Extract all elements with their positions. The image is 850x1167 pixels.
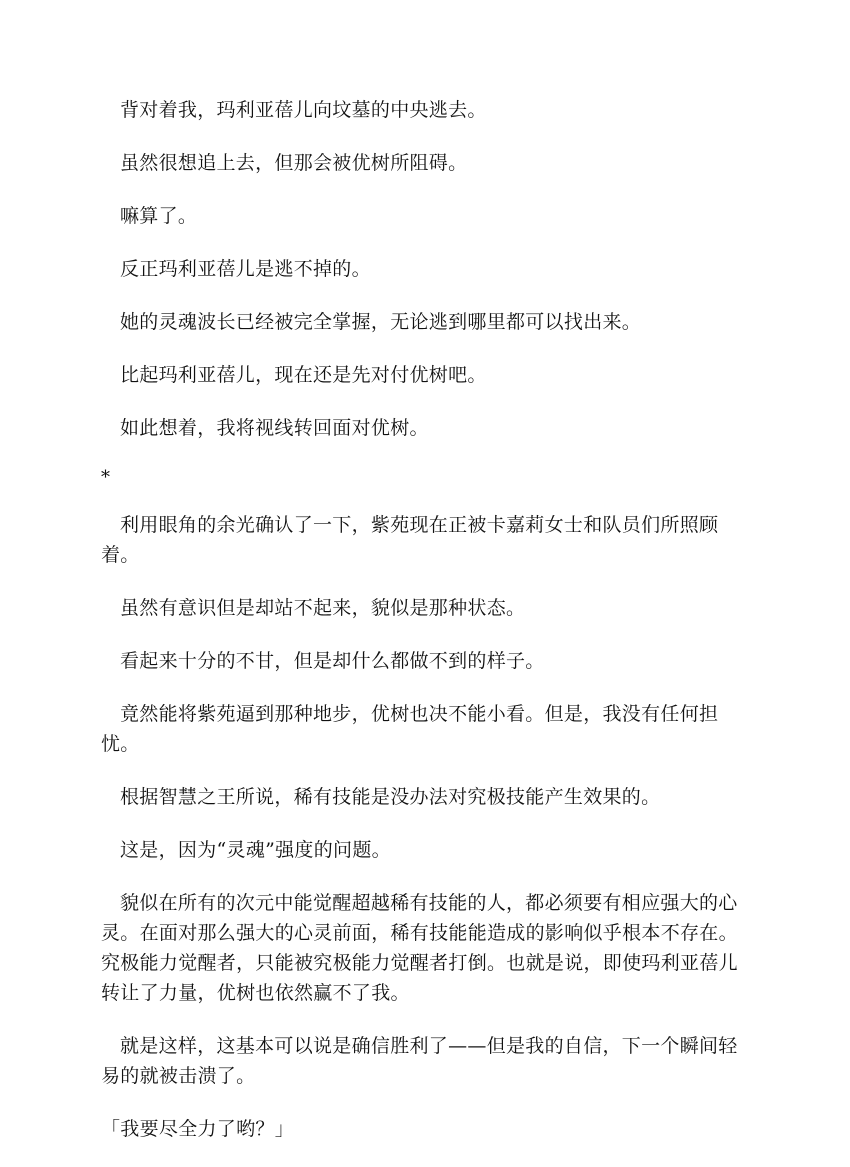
paragraph: 如此想着，我将视线转回面对优树。 [120, 417, 429, 439]
paragraph: 貌似在所有的次元中能觉醒超越稀有技能的人，都必须要有相应强大的心灵。在面对那么强大的心灵前面，稀有技能能造成的影响似乎根本不存在。究极能力觉醒者，只能被究极能力觉醒者打倒。也就是说，即使玛利亚蓓儿转让了力量，优树也依然赢不了我。 [101, 892, 738, 1004]
paragraph: 竟然能将紫苑逼到那种地步，优树也决不能小看。但是，我没有任何担忧。 [101, 703, 719, 755]
paragraph: 反正玛利亚蓓儿是逃不掉的。 [120, 258, 371, 280]
dialogue-line: 「我要尽全力了哟？」 [101, 1118, 295, 1140]
paragraph: 她的灵魂波长已经被完全掌握，无论逃到哪里都可以找出来。 [120, 311, 642, 333]
paragraph: 比起玛利亚蓓儿，现在还是先对付优树吧。 [120, 364, 487, 386]
paragraph: 虽然很想追上去，但那会被优树所阻碍。 [120, 152, 468, 174]
paragraph: 利用眼角的余光确认了一下，紫苑现在正被卡嘉莉女士和队员们所照顾着。 [101, 514, 719, 566]
paragraph: 嘛算了。 [120, 205, 198, 227]
paragraph: 看起来十分的不甘，但是却什么都做不到的样子。 [120, 650, 545, 672]
paragraph: 背对着我，玛利亚蓓儿向坟墓的中央逃去。 [120, 99, 487, 121]
paragraph: 虽然有意识但是却站不起来，貌似是那种状态。 [120, 597, 526, 619]
paragraph: 这是，因为“灵魂”强度的问题。 [120, 839, 391, 861]
document-page [101, 95, 751, 1167]
paragraph: 根据智慧之王所说，稀有技能是没办法对究极技能产生效果的。 [120, 786, 661, 808]
scene-separator: * [101, 467, 110, 488]
paragraph: 就是这样，这基本可以说是确信胜利了——但是我的自信，下一个瞬间轻易的就被击溃了。 [101, 1035, 738, 1087]
